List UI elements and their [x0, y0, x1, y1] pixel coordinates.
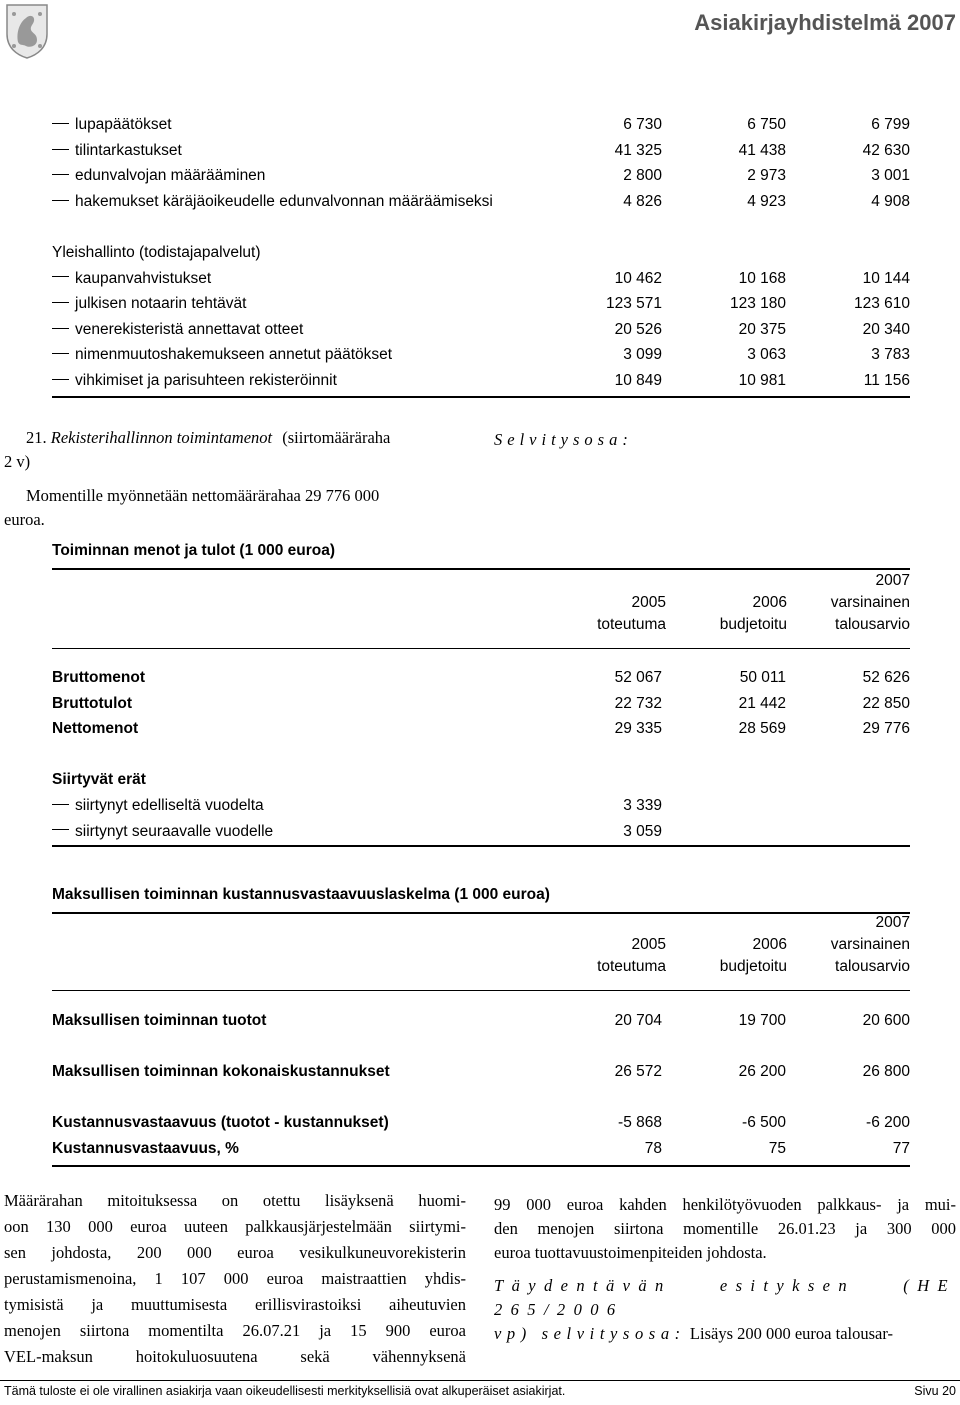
table-bottom-rule — [52, 396, 910, 398]
row-label: julkisen notaarin tehtävät — [52, 291, 538, 317]
cell-v2006 — [662, 240, 786, 266]
row-label: siirtynyt edelliseltä vuodelta — [52, 793, 538, 819]
text-line: euroa tuottavuustoimenpiteiden johdosta. — [494, 1243, 767, 1262]
cell-v2006: 3 063 — [747, 346, 786, 364]
section-heading-line2: 2 v) — [4, 452, 31, 471]
appropriation-text-end: euroa. — [4, 510, 45, 529]
body-text-left — [4, 1188, 466, 1370]
row-label: edunvalvojan määrääminen — [52, 163, 538, 189]
table-row — [52, 665, 910, 691]
row-label — [52, 1085, 538, 1111]
cell-v2005: 4 826 — [623, 192, 662, 210]
cell-v2006: 6 750 — [747, 116, 786, 133]
cell-v2007: 4 908 — [871, 192, 910, 210]
section-heading: 21. Rekisterihallinnon toimintamenot (siirtomääräraha — [26, 428, 391, 447]
text-line: 99 000 euroa kahden henkilötyövuoden palkkaus- ja mui- — [494, 1195, 956, 1214]
row-label: Nettomenot — [52, 720, 139, 738]
row-label — [52, 1034, 538, 1060]
table-row — [52, 1110, 910, 1136]
cell-v2005 — [538, 1085, 662, 1111]
cell-v2007: 6 799 — [871, 116, 910, 133]
cell-v2007: 3 783 — [871, 346, 910, 364]
cell-v2005: 29 335 — [614, 720, 662, 738]
col-header-2005-b: 2005 toteutuma — [597, 936, 666, 975]
cell-v2006: 19 700 — [738, 1012, 786, 1029]
cell-v2006: 75 — [768, 1139, 786, 1157]
table-row — [52, 214, 910, 240]
text-line: VEL-maksun hoitokuluosuutena sekä vähennyksenä — [4, 1347, 466, 1366]
table-row — [52, 138, 910, 164]
cell-v2005: 78 — [644, 1139, 662, 1157]
table-row — [52, 742, 910, 768]
row-label: Yleishallinto (todistajapalvelut) — [52, 243, 261, 261]
cell-v2006 — [662, 742, 786, 768]
menot-header-rule — [52, 648, 910, 649]
cell-v2006 — [662, 819, 786, 845]
menot-table — [52, 665, 910, 844]
cell-v2006 — [662, 1034, 786, 1060]
table-row — [52, 342, 910, 368]
cell-v2007: 10 144 — [862, 269, 910, 287]
text-line: oon 130 000 euroa uuteen palkkausjärjestelmään siirtymi- — [4, 1217, 466, 1236]
cell-v2007: 26 800 — [862, 1063, 910, 1081]
cell-v2005 — [538, 214, 662, 240]
cell-v2007: 29 776 — [862, 720, 910, 738]
cell-v2005: 123 571 — [605, 295, 662, 313]
table-row — [52, 1136, 910, 1162]
cell-v2006 — [662, 793, 786, 819]
document-title: Asiakirjayhdistelmä 2007 — [694, 10, 956, 35]
cell-v2005: 3 099 — [623, 346, 662, 364]
text-line: den menojen siirtona momentille 26.01.23 ja 300 000 — [494, 1219, 956, 1238]
row-label: Maksullisen toiminnan kokonaiskustannukset — [52, 1063, 390, 1081]
cell-v2005: 6 730 — [623, 116, 662, 133]
cell-v2007 — [786, 767, 910, 793]
cell-v2007 — [786, 240, 910, 266]
cell-v2005: 10 849 — [614, 371, 662, 389]
cell-v2007 — [786, 1034, 910, 1060]
row-label: Bruttomenot — [52, 669, 145, 686]
col-header-2006-b: 2006 budjetoitu — [719, 936, 787, 975]
row-label: kaupanvahvistukset — [52, 266, 538, 292]
cell-v2006: -6 500 — [742, 1114, 786, 1132]
cell-v2005: -5 868 — [618, 1114, 662, 1132]
cell-v2007: 22 850 — [862, 694, 910, 712]
cell-v2005 — [538, 742, 662, 768]
row-label: tilintarkastukset — [52, 138, 538, 164]
table-row — [52, 1008, 910, 1034]
row-label: nimenmuutoshakemukseen annetut päätökset — [52, 342, 538, 368]
cell-v2005: 20 526 — [614, 320, 662, 338]
cell-v2006 — [662, 1085, 786, 1111]
cell-v2005: 52 067 — [614, 669, 662, 686]
cell-v2006: 10 981 — [738, 371, 786, 389]
table-row — [52, 691, 910, 717]
cell-v2005: 41 325 — [614, 141, 662, 159]
cell-v2005: 20 704 — [614, 1012, 662, 1029]
cell-v2007: 52 626 — [862, 669, 910, 686]
table-row — [52, 1034, 910, 1060]
row-label: lupapäätökset — [52, 112, 538, 138]
appropriation-text: Momentille myönnetään nettomäärärahaa 29 776 000 — [26, 486, 380, 505]
row-label: Kustannusvastaavuus, % — [52, 1139, 239, 1157]
maksullinen-header-rule — [52, 990, 910, 991]
row-label: Maksullisen toiminnan tuotot — [52, 1012, 267, 1029]
cell-v2007: 20 600 — [862, 1012, 910, 1029]
table-row — [52, 793, 910, 819]
maksullinen-top-rule — [52, 912, 910, 914]
maksullinen-table-title: Maksullisen toiminnan kustannusvastaavuuslaskelma (1 000 euroa) — [52, 886, 550, 903]
row-label: Kustannusvastaavuus (tuotot - kustannukset) — [52, 1114, 389, 1132]
cell-v2007: 20 340 — [862, 320, 910, 338]
table-row — [52, 317, 910, 343]
cell-v2005: 3 339 — [623, 796, 662, 814]
table-row — [52, 189, 910, 215]
cell-v2006: 41 438 — [738, 141, 786, 159]
row-label — [52, 742, 538, 768]
table-row — [52, 368, 910, 394]
table-row — [52, 112, 910, 138]
maksullinen-bottom-rule — [52, 1165, 910, 1167]
table-row — [52, 163, 910, 189]
table-row — [52, 266, 910, 292]
cell-v2006: 28 569 — [738, 720, 786, 738]
row-label: Siirtyvät erät — [52, 771, 146, 789]
menot-bottom-rule — [52, 845, 910, 847]
col-header-2006: 2006 budjetoitu — [719, 594, 787, 633]
row-label: siirtynyt seuraavalle vuodelle — [52, 819, 538, 845]
cell-v2005: 22 732 — [614, 694, 662, 712]
cell-v2007 — [786, 793, 910, 819]
footer-disclaimer: Tämä tuloste ei ole virallinen asiakirja vaan oikeudellisesti merkityksellisiä ovat alkuperäiset asiakirjat. — [4, 1384, 566, 1398]
cell-v2007 — [786, 214, 910, 240]
cell-v2005: 2 800 — [623, 167, 662, 185]
cell-v2006: 123 180 — [729, 295, 786, 313]
row-label — [52, 214, 538, 240]
table-row — [52, 291, 910, 317]
cell-v2007: 77 — [892, 1139, 910, 1157]
col-header-2007-b: 2007 varsinainen talousarvio — [830, 914, 910, 975]
cell-v2007 — [786, 742, 910, 768]
page-number: Sivu 20 — [914, 1384, 956, 1398]
text-line: sen johdosta, 200 000 euroa vesikulkuneuvorekisterin — [4, 1243, 466, 1262]
cell-v2006: 2 973 — [747, 167, 786, 185]
menot-top-rule — [52, 568, 910, 570]
cell-v2006: 21 442 — [738, 694, 786, 712]
table-row — [52, 767, 910, 793]
cell-v2006: 4 923 — [747, 192, 786, 210]
col-header-2005: 2005 toteutuma — [597, 594, 666, 633]
statistics-table — [52, 112, 910, 394]
body-text-right — [494, 1193, 956, 1265]
cell-v2005 — [538, 240, 662, 266]
row-label: Bruttotulot — [52, 694, 133, 712]
cell-v2007 — [786, 1085, 910, 1111]
maksullinen-table — [52, 1008, 910, 1162]
menot-table-title: Toiminnan menot ja tulot (1 000 euroa) — [52, 542, 336, 559]
table-row — [52, 240, 910, 266]
footer-rule — [0, 1380, 960, 1381]
supplementary-proposal: Täydentävän esityksen (HE 265/2006 vp) selvitysosa: Lisäys 200 000 euroa talousar- — [494, 1276, 956, 1343]
cell-v2006: 10 168 — [738, 269, 786, 287]
coat-of-arms-logo — [4, 2, 50, 60]
cell-v2005 — [538, 767, 662, 793]
text-line: perustamismenoina, 1 107 000 euroa maistraattien yhdis- — [4, 1269, 466, 1288]
cell-v2005: 10 462 — [614, 269, 662, 287]
cell-v2006 — [662, 214, 786, 240]
table-row — [52, 1085, 910, 1111]
cell-v2005: 26 572 — [614, 1063, 662, 1081]
cell-v2006 — [662, 767, 786, 793]
cell-v2005 — [538, 1034, 662, 1060]
cell-v2007: 3 001 — [871, 167, 910, 185]
text-line: Määrärahan mitoituksessa on otettu lisäyksenä huomi- — [4, 1191, 466, 1210]
table-row — [52, 1059, 910, 1085]
cell-v2006: 50 011 — [739, 669, 786, 686]
row-label: venerekisteristä annettavat otteet — [52, 317, 538, 343]
text-line: menojen siirtona momentilta 26.07.21 ja 15 900 euroa — [4, 1321, 466, 1340]
cell-v2006: 26 200 — [738, 1063, 786, 1081]
row-label: vihkimiset ja parisuhteen rekisteröinnit — [52, 368, 538, 394]
table-row — [52, 716, 910, 742]
text-line: tymisistä ja muuttumisesta erillisvirastoiksi aiheutuvien — [4, 1295, 466, 1314]
selvitysosa-heading: Selvitysosa: — [494, 430, 633, 449]
row-label: hakemukset käräjäoikeudelle edunvalvonnan määräämiseksi — [52, 189, 538, 215]
cell-v2007: -6 200 — [866, 1114, 910, 1132]
cell-v2007: 11 156 — [863, 371, 910, 389]
cell-v2005: 3 059 — [623, 822, 662, 840]
cell-v2006: 20 375 — [738, 320, 786, 338]
cell-v2007: 123 610 — [853, 295, 910, 313]
cell-v2007 — [786, 819, 910, 845]
table-row — [52, 819, 910, 845]
col-header-2007: 2007 varsinainen talousarvio — [830, 572, 910, 633]
cell-v2007: 42 630 — [862, 141, 910, 159]
